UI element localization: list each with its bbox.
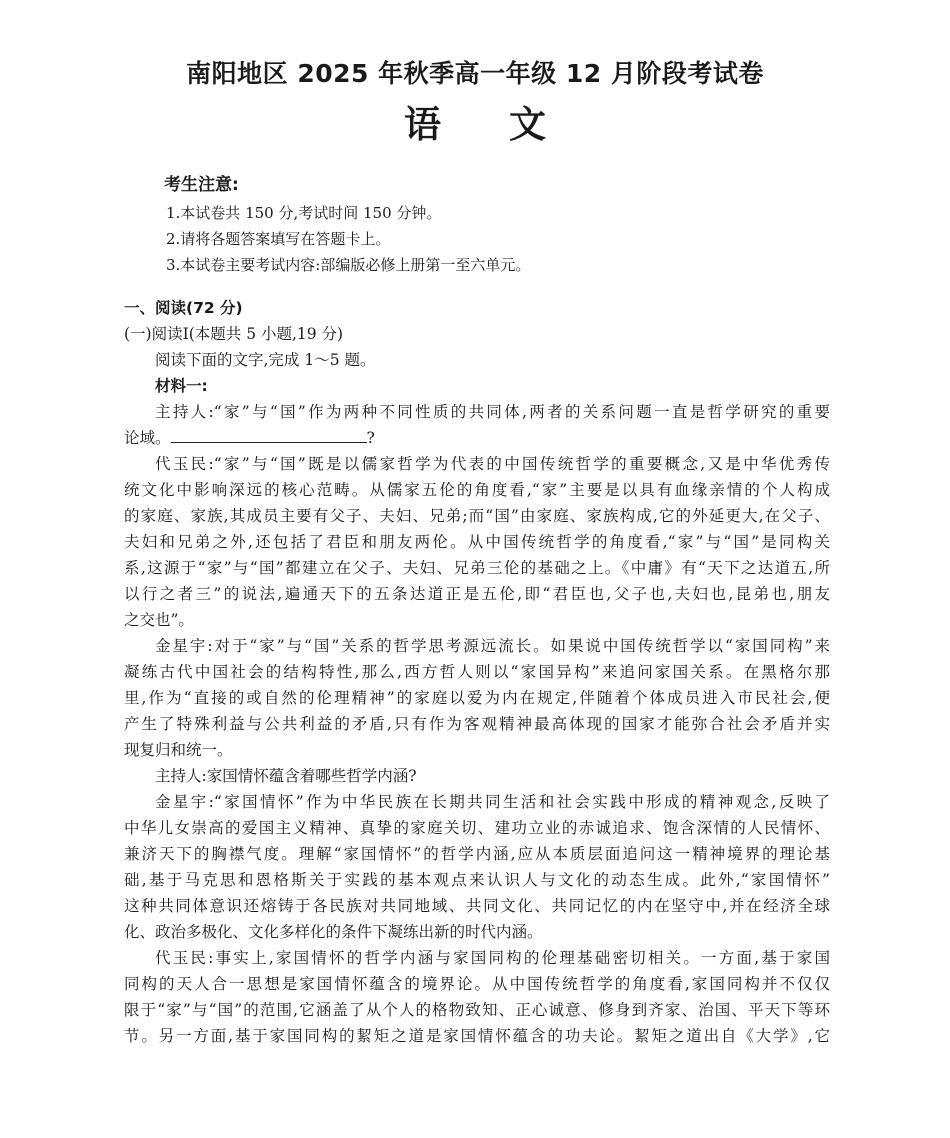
paragraph-line: 节。另一方面,基于家国同构的絜矩之道是家国情怀蕴含的功夫论。絜矩之道出自《大学》,它 xyxy=(124,1027,830,1045)
notice-item: 3.本试卷主要考试内容:部编版必修上册第一至六单元。 xyxy=(166,256,531,274)
paragraph-line: 中华儿女崇高的爱国主义精神、真挚的家庭关切、建功立业的赤诚追求、饱含深情的人民情怀、 xyxy=(124,819,830,837)
paragraph-line: 凝练古代中国社会的结构特性,那么,西方哲人则以“家国异构”来追问家国关系。在黑格尔那 xyxy=(124,663,830,681)
paragraph-line: 础,基于马克思和恩格斯关于实践的基本观点来认识人与文化的动态生成。此外,“家国情怀” xyxy=(124,871,830,889)
material-label: 材料一: xyxy=(155,377,208,395)
paragraph-line: 统文化中影响深远的核心范畴。从儒家五伦的角度看,“家”主要是以具有血缘亲情的个人构成 xyxy=(124,481,830,499)
paragraph-line: 之交也”。 xyxy=(124,611,194,629)
paragraph-text: 论域。 xyxy=(124,429,171,447)
sub-section-heading: (一)阅读Ⅰ(本题共 5 小题,19 分) xyxy=(124,325,344,343)
paragraph-line: 夫妇和兄弟之外,还包括了君臣和朋友两伦。从中国传统哲学的角度看,“家”与“国”是同构关 xyxy=(124,533,830,551)
paragraph-line: 金星宇:对于“家”与“国”关系的哲学思考源远流长。如果说中国传统哲学以“家国同构”来 xyxy=(155,637,830,655)
notice-item: 1.本试卷共 150 分,考试时间 150 分钟。 xyxy=(166,204,442,222)
paragraph-line: 主持人:家国情怀蕴含着哪些哲学内涵? xyxy=(155,767,417,785)
paragraph-line: 限于“家”与“国”的范围,它涵盖了从个人的格物致知、正心诚意、修身到齐家、治国、平天下等环 xyxy=(124,1001,830,1019)
candidate-notice xyxy=(164,170,530,278)
paragraph-text: ? xyxy=(366,429,375,447)
paragraph-line: 兼济天下的胸襟气度。理解“家国情怀”的哲学内涵,应从本质层面追问这一精神境界的理论基 xyxy=(124,845,830,863)
reading-section xyxy=(124,295,830,1049)
answer-blank xyxy=(171,428,367,443)
paragraph-line: 以行之者三”的说法,遍通天下的五条达道正是五伦,即“君臣也,父子也,夫妇也,昆弟也,朋友 xyxy=(124,585,830,603)
paragraph-line: 的家庭、家族,其成员主要有父子、夫妇、兄弟;而“国”由家庭、家族构成,它的外延更大,在父子、 xyxy=(124,507,830,525)
instruction: 阅读下面的文字,完成 1～5 题。 xyxy=(155,351,376,369)
exam-title: 南阳地区 2025 年秋季高一年级 12 月阶段考试卷 xyxy=(186,59,764,88)
paragraph-line: 产生了特殊利益与公共利益的矛盾,只有作为客观精神最高体现的国家才能弥合社会矛盾并实 xyxy=(124,715,830,733)
paragraph-line: 主持人:“家”与“国”作为两种不同性质的共同体,两者的关系问题一直是哲学研究的重要 xyxy=(155,403,830,421)
paragraph-line: 同构的天人合一思想是家国情怀蕴含的境界论。从中国传统哲学的角度看,家国同构并不仅仅 xyxy=(124,975,830,993)
paragraph-line: 代玉民:事实上,家国情怀的哲学内涵与家国同构的伦理基础密切相关。一方面,基于家国 xyxy=(155,949,830,967)
paragraph-line: 代玉民:“家”与“国”既是以儒家哲学为代表的中国传统哲学的重要概念,又是中华优秀传 xyxy=(155,455,830,473)
subject-char-1: 语 xyxy=(404,103,441,146)
paragraph-line xyxy=(124,425,830,451)
paragraph-line: 化、政治多极化、文化多样化的条件下凝练出新的时代内涵。 xyxy=(124,923,543,941)
notice-title: 考生注意: xyxy=(164,175,239,195)
paragraph-line: 这种共同体意识还熔铸于各民族对共同地域、共同文化、共同记忆的内在坚守中,并在经济全球 xyxy=(124,897,830,915)
notice-item: 2.请将各题答案填写在答题卡上。 xyxy=(166,230,391,248)
paragraph-line: 金星宇:“家国情怀”作为中华民族在长期共同生活和社会实践中形成的精神观念,反映了 xyxy=(155,793,830,811)
section-heading: 一、阅读(72 分) xyxy=(124,299,243,317)
subject-char-2: 文 xyxy=(509,103,546,146)
paragraph-line: 系,这源于“家”与“国”都建立在父子、夫妇、兄弟三伦的基础之上。《中庸》有“天下之达道五,所 xyxy=(124,559,830,577)
subject-title xyxy=(0,94,950,148)
paragraph-line: 里,作为“直接的或自然的伦理精神”的家庭以爱为内在规定,伴随着个体成员进入市民社会,便 xyxy=(124,689,830,707)
paragraph-line: 现复归和统一。 xyxy=(124,741,233,759)
